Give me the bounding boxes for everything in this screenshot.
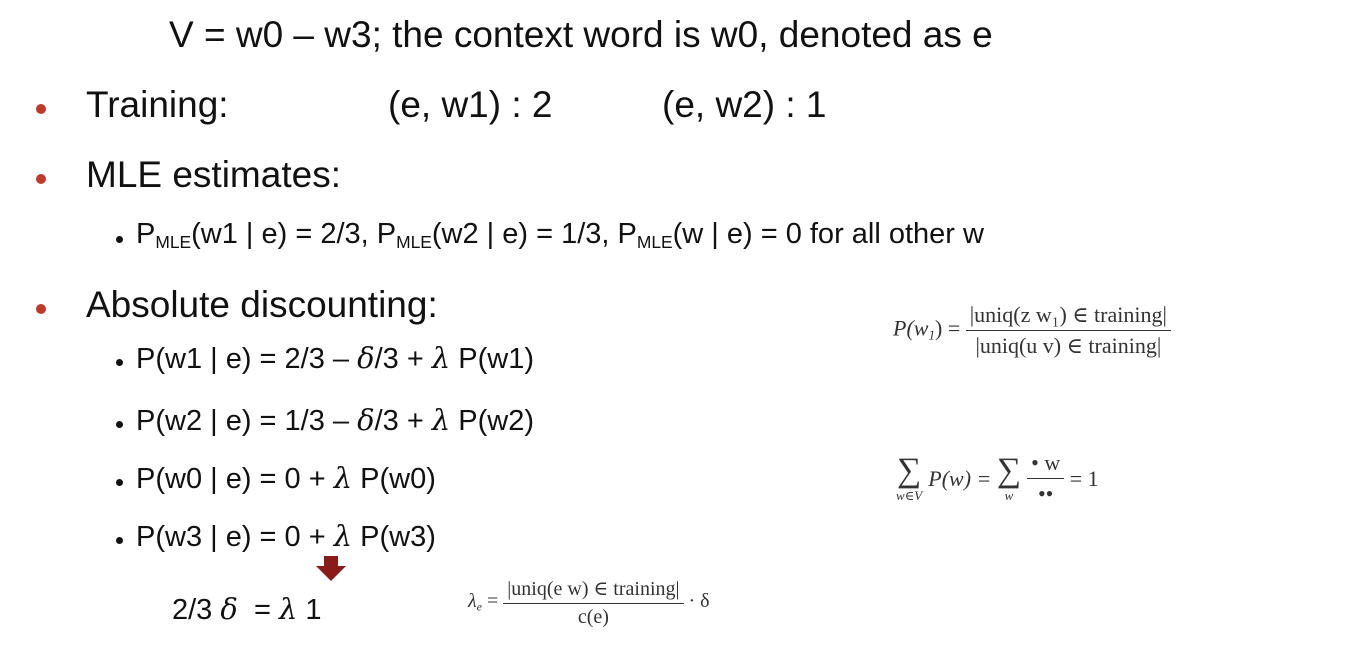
abs-item: P(w3 | e) = 0 + λ P(w3): [136, 519, 436, 553]
mle-heading: MLE estimates:: [86, 154, 341, 195]
vocab-line: V = w0 – w3; the context word is w0, denoted as e: [169, 14, 993, 55]
abs-item: P(w0 | e) = 0 + λ P(w0): [136, 461, 436, 495]
training-pair-2: (e, w2) : 1: [662, 84, 827, 125]
bullet-red: [36, 104, 46, 114]
formula-lambda: $\lambda_e$ = $\frac{\text{|uniq(e w) ∈ training|}}{c(e)}$ · δ: [468, 578, 710, 628]
bullet-red: [36, 304, 46, 314]
abs-item: P(w2 | e) = 1/3 – δ/3 + λ P(w2): [136, 403, 535, 437]
mle-line: $P_{MLE}(w1$ | e) = 2/3, $P_{MLE}(w2$ | e) = 1/3, $P_{MLE}(w$ | e) = 0 for all other w: [136, 218, 984, 253]
abs-item: P(w1 | e) = 2/3 – δ/3 + λ P(w1): [136, 341, 535, 375]
formula-sum: ∑ w∈V P(w) = ∑ w $\frac{• w}{••}$ = 1: [896, 450, 1099, 506]
down-arrow-icon: [315, 556, 347, 582]
bullet-black: [116, 421, 123, 428]
bullet-black: [116, 479, 123, 486]
formula-pw1: $P(w_1)$ = $\frac{\text{|uniq(z w₁) ∈ training|}}{\text{|uniq(u v) ∈ training|}}$: [893, 302, 1171, 359]
abs-heading: Absolute discounting:: [86, 284, 438, 325]
training-pair-1: (e, w1) : 2: [388, 84, 553, 125]
bullet-black: [116, 359, 123, 366]
bullet-black: [116, 236, 123, 243]
bullet-red: [36, 174, 46, 184]
training-label: Training:: [86, 84, 229, 125]
bullet-black: [116, 537, 123, 544]
result-line: 2/3 δ = λ 1: [172, 592, 322, 626]
